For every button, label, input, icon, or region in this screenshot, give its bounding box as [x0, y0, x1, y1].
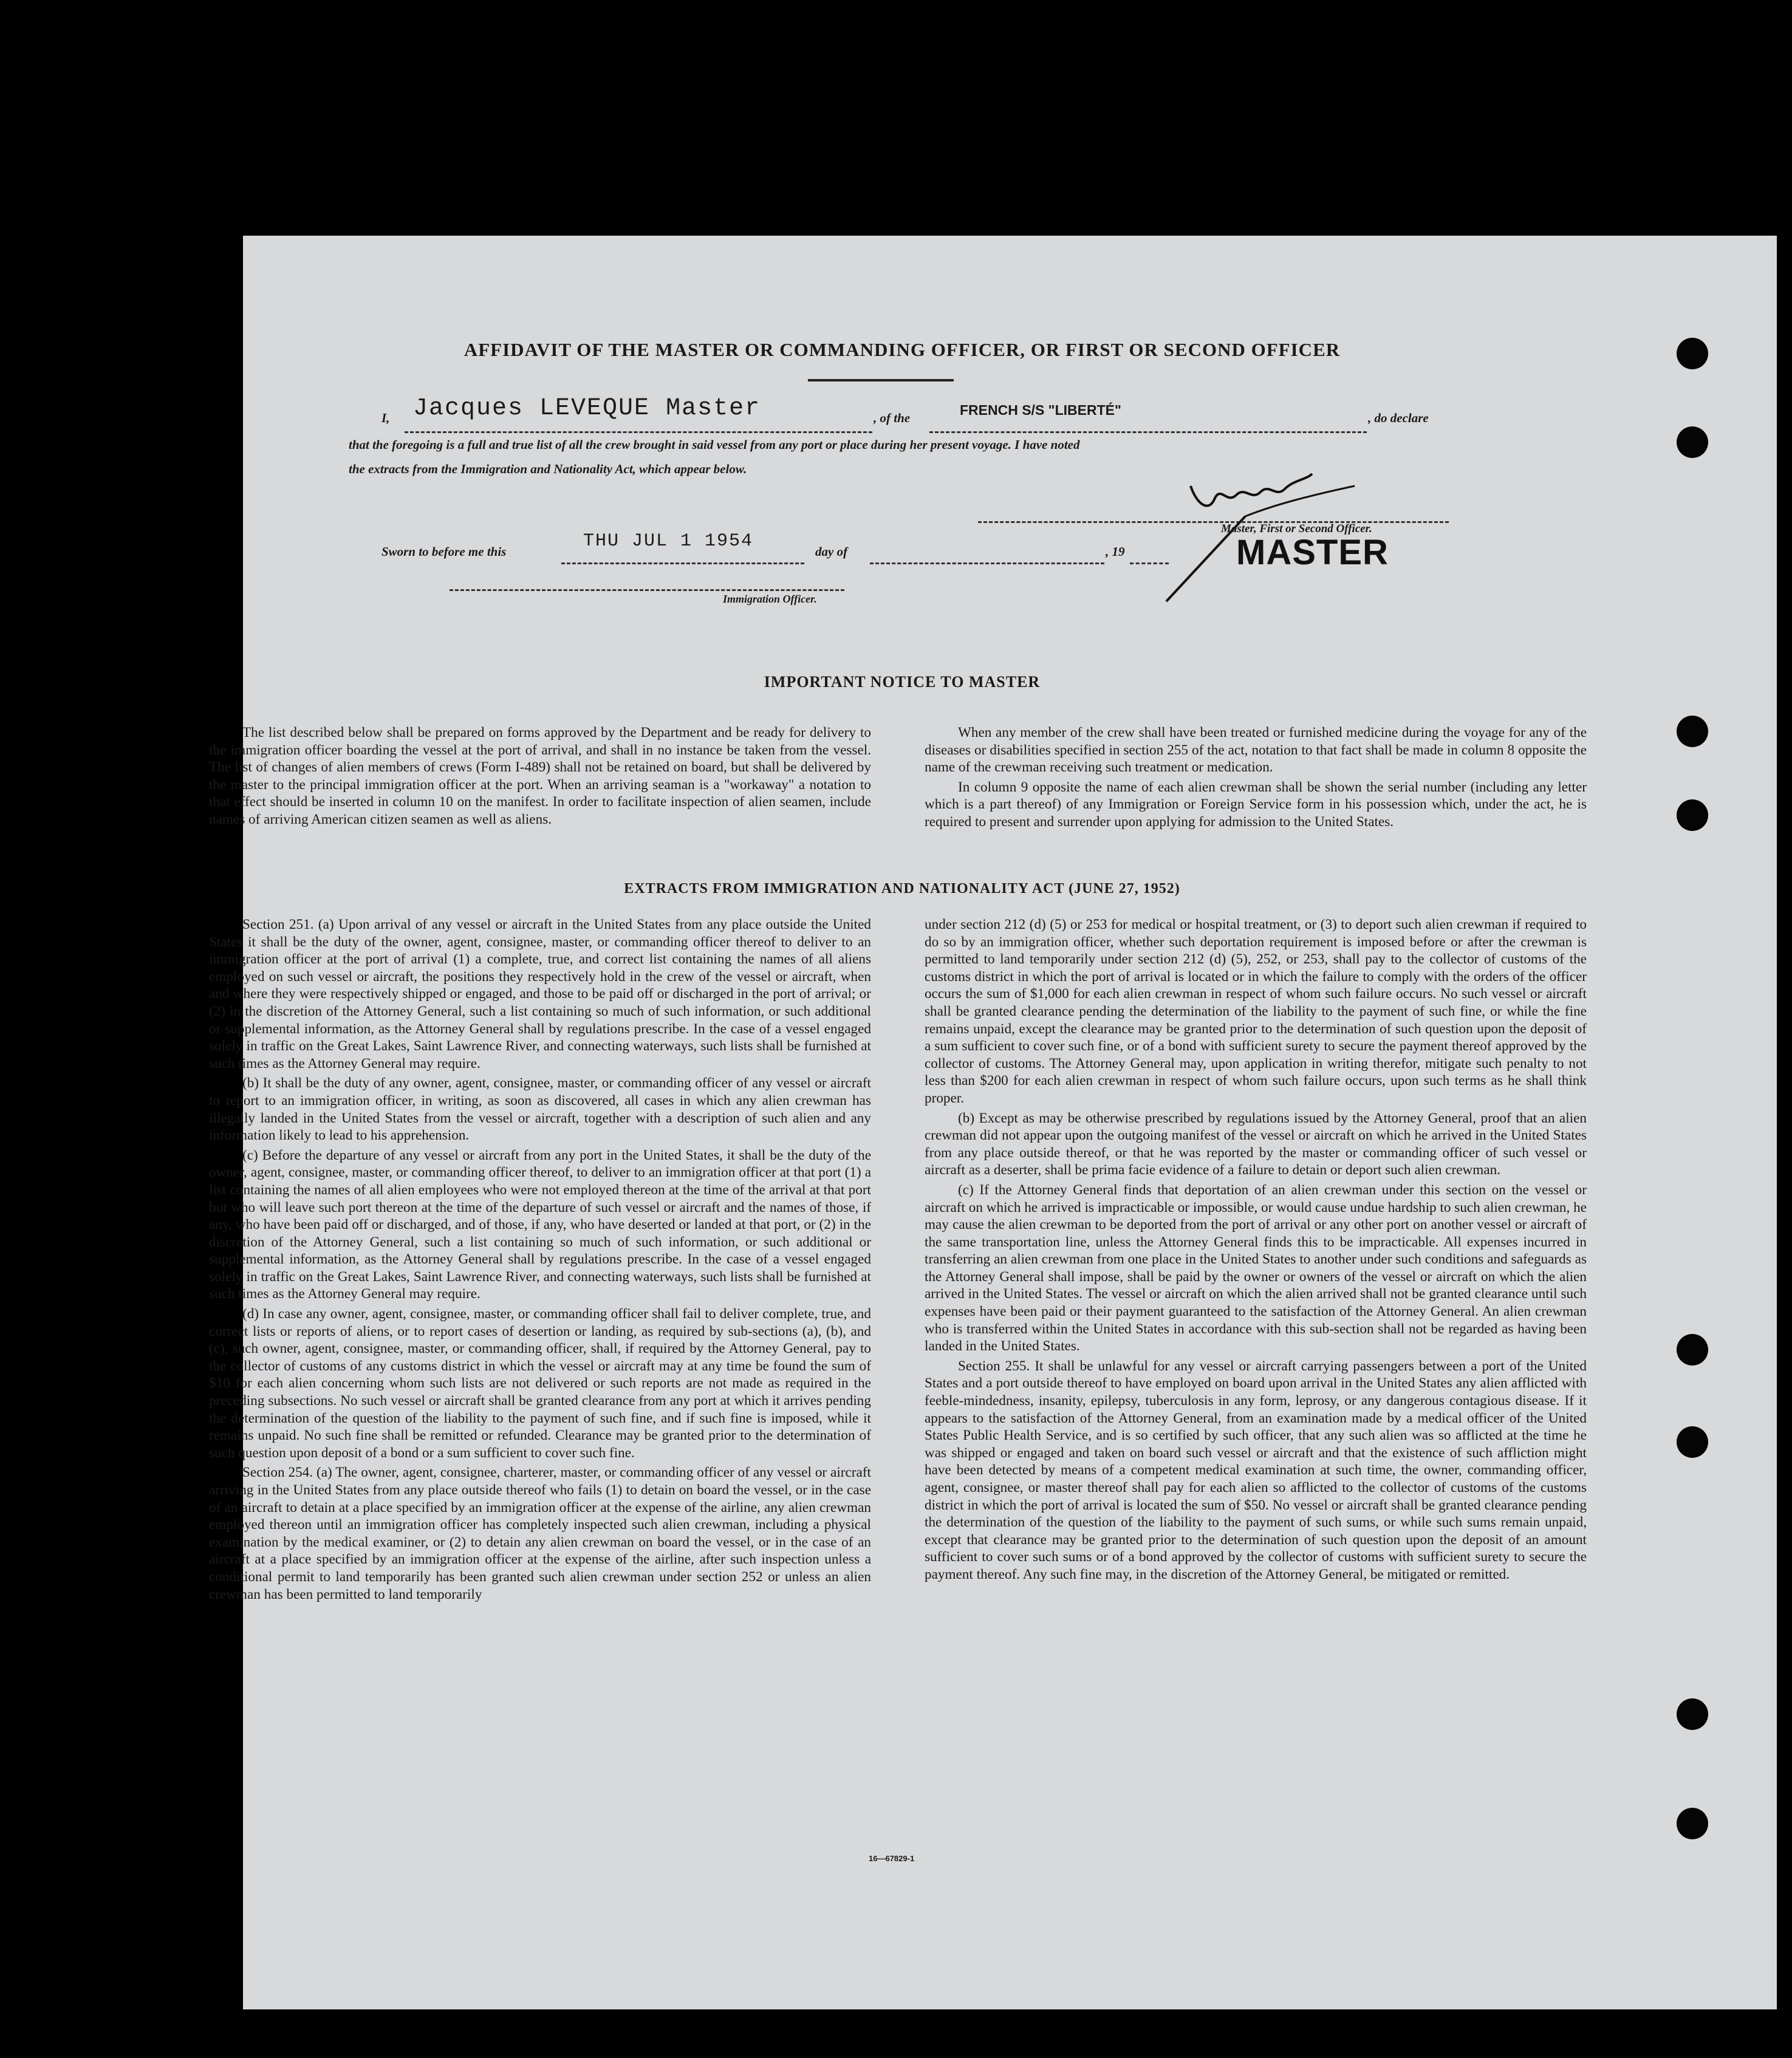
declaration-line-1: that the foregoing is a full and true list of all the crew brought in said vessel from any port or place during her present voyage. I have noted — [349, 437, 1080, 452]
vessel-line — [929, 418, 1367, 433]
immigration-officer-caption: Immigration Officer. — [723, 593, 817, 605]
section-254-c: (c) If the Attorney General finds that deportation of an alien crewman under this section on the vessel or aircraft on which he arrived is impracticable or impossible, or would cause undue hardship to such alien crewman, he may cause the alien crewman to be deported from the port of arrival or any other port on another vessel or aircraft of the same transportation line, unless the Attorney General finds this to be impracticable. All expenses incurred in transferring an alien crewman from one place in the United States to another under such conditions and safeguards as the Attorney General shall impose, shall be paid by the owner or owners of the vessel or aircraft on which the alien arrived in the United States. The vessel or aircraft on which the alien arrived shall not be granted clearance until such expenses have been paid or their payment guaranteed to the satisfaction of the Attorney General. An alien crewman who is transferred within the United States in accordance with this sub-section shall not be regarded as having been landed in the United States. — [925, 1181, 1587, 1355]
binder-hole — [1677, 799, 1708, 831]
notice-right-paragraph-2: In column 9 opposite the name of each alien crewman shall be shown the serial number (including any letter which is a part thereof) of any Immigration or Foreign Service form in his possession which, under the act, he is required to present and surrender upon applying for admission to the United States. — [925, 779, 1587, 830]
notice-right-paragraph-1: When any member of the crew shall have been treated or furnished medicine during the voyage for any of the diseases or disabilities specified in section 255 of the act, notation to that fact shall be made in column 8 opposite the name of the crewman receiving such treatment or medication. — [925, 725, 1587, 776]
binder-hole — [1677, 1808, 1708, 1839]
title-rule — [808, 379, 954, 381]
section-254-a-continued: under section 212 (d) (5) or 253 for medical or hospital treatment, or (3) to deport such alien crewman if required to do so by an immigration officer, whether such deportation requirement is imposed before or after the crewman is permitted to land temporarily under section 212 (d) (5), 252, or 253, shall pay to the collector of customs of the customs district in which the port of arrival is located or in which the failure to comply with the orders of the officer occurs the sum of $1,000 for each alien crewman in respect of whom such failure occurs. No such vessel or aircraft shall be granted clearance pending the determination of the liability to the payment of such fine, or while the fine remains unpaid, except the clearance may be granted prior to the determination of such question upon the deposit of a sum sufficient to cover such fine, or of a bond with sufficient surety to secure the payment thereof approved by the collector of customs. The Attorney General may, upon application in writing therefor, mitigate such penalty to not less than $200 for each alien crewman in respect of whom such failure occurs, upon such terms as he shall think proper. — [925, 917, 1587, 1106]
section-254-a: Section 254. (a) The owner, agent, consignee, charterer, master, or commanding officer of any vessel or aircraft arriving in the United States from any place outside thereof who fails (1) to detain on board the vessel, or in the case of an aircraft to detain at a place specified by an immigration officer at the expense of the airline, any alien crewman employed thereon until an immigration officer has completely inspected such alien crewman, including a physical examination by the medical examiner, or (2) to detain any alien crewman on board the vessel, or in the case of an aircraft at a place specified by an immigration officer at the expense of the airline, after such inspection unless a conditional permit to land temporarily has been granted such alien crewman under section 252 or unless an alien crewman has been permitted to land temporarily — [209, 1465, 871, 1602]
i-label: I, — [381, 411, 390, 425]
sworn-date: THU JUL 1 1954 — [583, 531, 754, 552]
section-251-c: (c) Before the departure of any vessel or aircraft from any port in the United States, it shall be the duty of the owner, agent, consignee, master, or commanding officer thereof, to deliver to an immigration officer at that port (1) a list containing the names of all alien employees who were not employed thereon at the time of the arrival at that port but who will leave such port thereon at the time of the departure of such vessel or aircraft and the names of those, if any, who have been paid off or discharged, and of those, if any, who have deserted or landed at that port, or (2) in the discretion of the Attorney General, such a list containing so much of such information, or such additional or supplemental information, as the Attorney General shall by regulations prescribe. In the case of a vessel engaged solely in traffic on the Great Lakes, Saint Lawrence River, and connecting waterways, such lists shall be furnished at such times as the Attorney General may require. — [209, 1147, 871, 1302]
extracts-right-column — [925, 916, 1587, 1584]
binder-hole — [1677, 1698, 1708, 1730]
binder-hole — [1677, 1426, 1708, 1458]
notice-left-column — [209, 724, 871, 829]
extracts-left-column — [209, 916, 871, 1603]
master-name: Jacques LEVEQUE Master — [413, 395, 761, 422]
binder-hole — [1677, 426, 1708, 458]
section-255: Section 255. It shall be unlawful for any vessel or aircraft carrying passengers between a port of the United States and a port outside thereof to have employed on board upon arrival in the United States any alien afflicted with feeble-mindedness, insanity, epilepsy, tuberculosis in any form, leprosy, or any dangerous contagious disease. If it appears to the satisfaction of the Attorney General, from an examination made by a medical officer of the United States Public Health Service, and is so certified by such officer, that any such alien was so afflicted at the time he was shipped or engaged and taken on board such vessel or aircraft and that the existence of such affliction might have been detected by means of a competent medical examination at such time, the owner, commanding officer, agent, consignee, or master thereof shall pay for each alien so afflicted to the collector of customs of the customs district in which the port of arrival is located the sum of $50. No vessel or aircraft shall be granted clearance pending the determination of the question of the liability to the payment of such sums, or while such sums remain unpaid, except that clearance may be granted prior to the determination of such question upon the deposit of an amount sufficient to cover such sums or of a bond approved by the collector of customs with sufficient surety to secure the payment thereof. Any such fine may, in the discretion of the Attorney General, be mitigated or remitted. — [925, 1358, 1587, 1582]
notice-left-paragraph: The list described below shall be prepared on forms approved by the Department and be ready for delivery to the immigration officer boarding the vessel at the port of arrival, and shall in no instance be taken from the vessel. The list of changes of alien members of crews (Form I-489) shall not be retained on board, but shall be delivered by the master to the principal immigration officer at the port. When an arriving seaman is a "workaway" a notation to that effect should be inserted in column 10 on the manifest. In order to facilitate inspection of alien seamen, include names of arriving American citizen seamen as well as aliens. — [209, 725, 871, 827]
day-of-label: day of — [815, 544, 848, 559]
year-line — [1130, 550, 1169, 564]
section-251-b: (b) It shall be the duty of any owner, agent, consignee, master, or commanding officer of any vessel or aircraft to report to an immigration officer, in writing, as soon as discovered, all cases in which any alien crewman has illegally landed in the United States from the vessel or aircraft, together with a description of such alien and any information likely to lead to his apprehension. — [209, 1075, 871, 1144]
officer-caption: Master, First or Second Officer. — [1221, 522, 1372, 535]
sworn-label: Sworn to before me this — [381, 544, 507, 559]
form-number: 16—67829-1 — [869, 1854, 915, 1863]
section-254-b: (b) Except as may be otherwise prescribed by regulations issued by the Attorney General, proof that an alien crewman did not appear upon the outgoing manifest of the vessel or aircraft on which he arrived in the United States from any place outside thereof, or that he was reported by the master or commanding officer of such vessel or aircraft as a deserter, shall be prima facie evidence of a failure to detain or deport such alien crewman. — [925, 1110, 1587, 1178]
binder-hole — [1677, 338, 1708, 369]
affidavit-title: AFFIDAVIT OF THE MASTER OR COMMANDING OFFICER, OR FIRST OR SECOND OFFICER — [463, 339, 1341, 360]
immigration-officer-line — [450, 578, 844, 591]
extracts-title: EXTRACTS FROM IMMIGRATION AND NATIONALITY ACT (JUNE 27, 1952) — [624, 881, 1180, 897]
binder-hole — [1677, 716, 1708, 747]
vessel-name: FRENCH S/S "LIBERTÉ" — [960, 402, 1121, 418]
notice-right-column — [925, 724, 1587, 831]
notice-title: IMPORTANT NOTICE TO MASTER — [764, 673, 1041, 691]
section-251-a: Section 251. (a) Upon arrival of any vessel or aircraft in the United States from any place outside the United States it shall be the duty of the owner, agent, consignee, master, or commanding officer thereof to deliver to an immigration officer at the port of arrival (1) a complete, true, and correct list containing the names of all aliens employed on such vessel or aircraft, the positions they respectively hold in the crew of the vessel or aircraft, when and where they were respectively shipped or engaged, and those to be paid off or discharged in the port of arrival; or (2) in the discretion of the Attorney General, such a list containing so much of such information, or such additional or supplemental information, as the Attorney General shall by regulations prescribe. In the case of a vessel engaged solely in traffic on the Great Lakes, Saint Lawrence River, and connecting waterways, such lists shall be furnished at such times as the Attorney General may require. — [209, 917, 871, 1072]
year-label: , 19 — [1106, 544, 1125, 559]
of-the-label: , of the — [874, 411, 911, 425]
declaration-line-2: the extracts from the Immigration and Nationality Act, which appear below. — [349, 462, 747, 476]
binder-hole — [1677, 1334, 1708, 1366]
month-line — [870, 550, 1104, 564]
do-declare-label: , do declare — [1368, 411, 1429, 425]
section-251-d: (d) In case any owner, agent, consignee, master, or commanding officer shall fail to deliver complete, true, and correct lists or reports of aliens, or to report cases of desertion or landing, as required by sub-sections (a), (b), and (c), such owner, agent, consignee, master, or commanding officer, shall, if required by the Attorney General, pay to the collector of customs of any customs district in which the vessel or aircraft may at any time be found the sum of $10 for each alien concerning whom such lists are not delivered or such reports are not made as required in the preceding subsections. No such vessel or aircraft shall be granted clearance from any port at which it arrives pending the determination of the question of the liability to the payment of such fine, and if such fine is imposed, while it remains unpaid. No such fine shall be remitted or refunded. Clearance may be granted prior to the determination of such question upon deposit of a bond or a sum sufficient to cover such fine. — [209, 1306, 871, 1461]
sworn-date-line — [561, 550, 804, 564]
master-stamp: MASTER — [1236, 533, 1389, 572]
